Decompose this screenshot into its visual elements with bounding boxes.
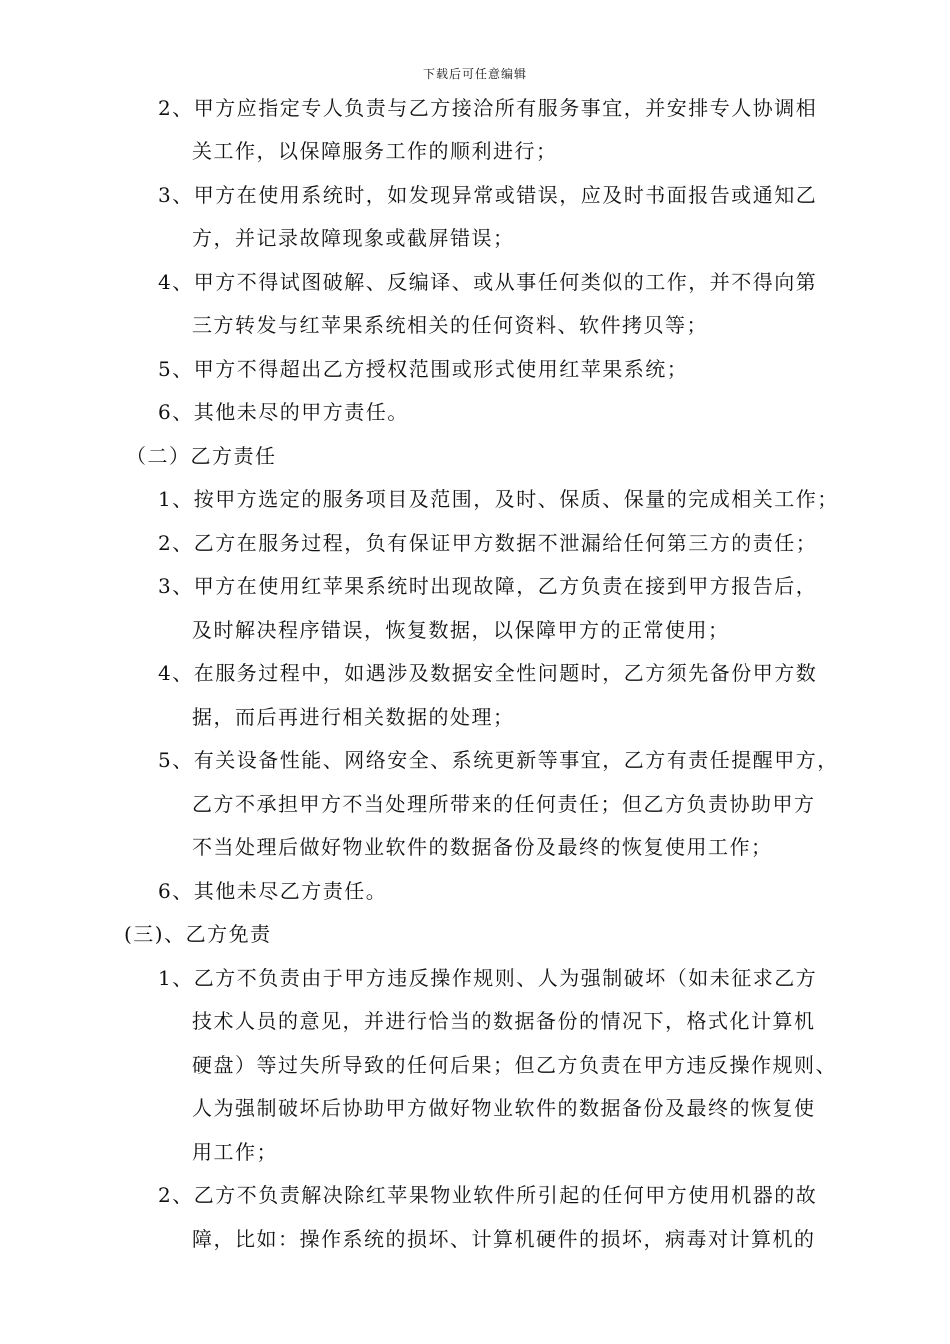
clause-b4-line2: 据，而后再进行相关数据的处理； [192,705,515,729]
page-header: 下载后可任意编辑 [422,67,527,81]
clause-c1-line1: 1、乙方不负责由于甲方违反操作规则、人为强制破坏（如未征求乙方 [158,966,818,990]
clause-c1-line4: 人为强制破坏后协助甲方做好物业软件的数据备份及最终的恢复使 [192,1096,816,1120]
clause-b5-line1: 5、有关设备性能、网络安全、系统更新等事宜，乙方有责任提醒甲方， [158,748,839,772]
clause-c1-line3: 硬盘）等过失所导致的任何后果；但乙方负责在甲方违反操作规则、 [192,1053,837,1077]
clause-b1-line1: 1、按甲方选定的服务项目及范围，及时、保质、保量的完成相关工作； [158,487,839,511]
clause-a3-line2: 方，并记录故障现象或截屏错误； [192,226,515,250]
clause-b5-line3: 不当处理后做好物业软件的数据备份及最终的恢复使用工作； [192,835,773,859]
section-3-heading: (三)、乙方免责 [124,922,272,946]
clause-b2-line1: 2、乙方在服务过程，负有保证甲方数据不泄漏给任何第三方的责任； [158,531,818,555]
clause-c1-line2: 技术人员的意见，并进行恰当的数据备份的情况下，格式化计算机 [192,1009,816,1033]
clause-b5-line2: 乙方不承担甲方不当处理所带来的任何责任；但乙方负责协助甲方 [192,792,816,816]
clause-c2-line1: 2、乙方不负责解决除红苹果物业软件所引起的任何甲方使用机器的故 [158,1183,818,1207]
clause-a6-line1: 6、其他未尽的甲方责任。 [158,400,409,424]
section-2-heading: （二）乙方责任 [126,444,277,468]
clause-a4-line2: 三方转发与红苹果系统相关的任何资料、软件拷贝等； [192,313,708,337]
clause-a5-line1: 5、甲方不得超出乙方授权范围或形式使用红苹果系统； [158,357,689,381]
clause-b6-line1: 6、其他未尽乙方责任。 [158,879,388,903]
clause-c1-line5: 用工作； [192,1140,278,1164]
clause-a2-line2: 关工作，以保障服务工作的顺利进行； [192,139,558,163]
clause-c2-line2: 障，比如：操作系统的损坏、计算机硬件的损坏，病毒对计算机的 [192,1227,816,1251]
clause-b3-line1: 3、甲方在使用红苹果系统时出现故障，乙方负责在接到甲方报告后， [158,574,818,598]
clause-b4-line1: 4、在服务过程中，如遇涉及数据安全性问题时，乙方须先备份甲方数 [158,661,818,685]
clause-a3-line1: 3、甲方在使用系统时，如发现异常或错误，应及时书面报告或通知乙 [158,183,818,207]
clause-a2-line1: 2、甲方应指定专人负责与乙方接洽所有服务事宜，并安排专人协调相 [158,96,818,120]
clause-a4-line1: 4、甲方不得试图破解、反编译、或从事任何类似的工作，并不得向第 [158,270,818,294]
clause-b3-line2: 及时解决程序错误，恢复数据，以保障甲方的正常使用； [192,618,730,642]
